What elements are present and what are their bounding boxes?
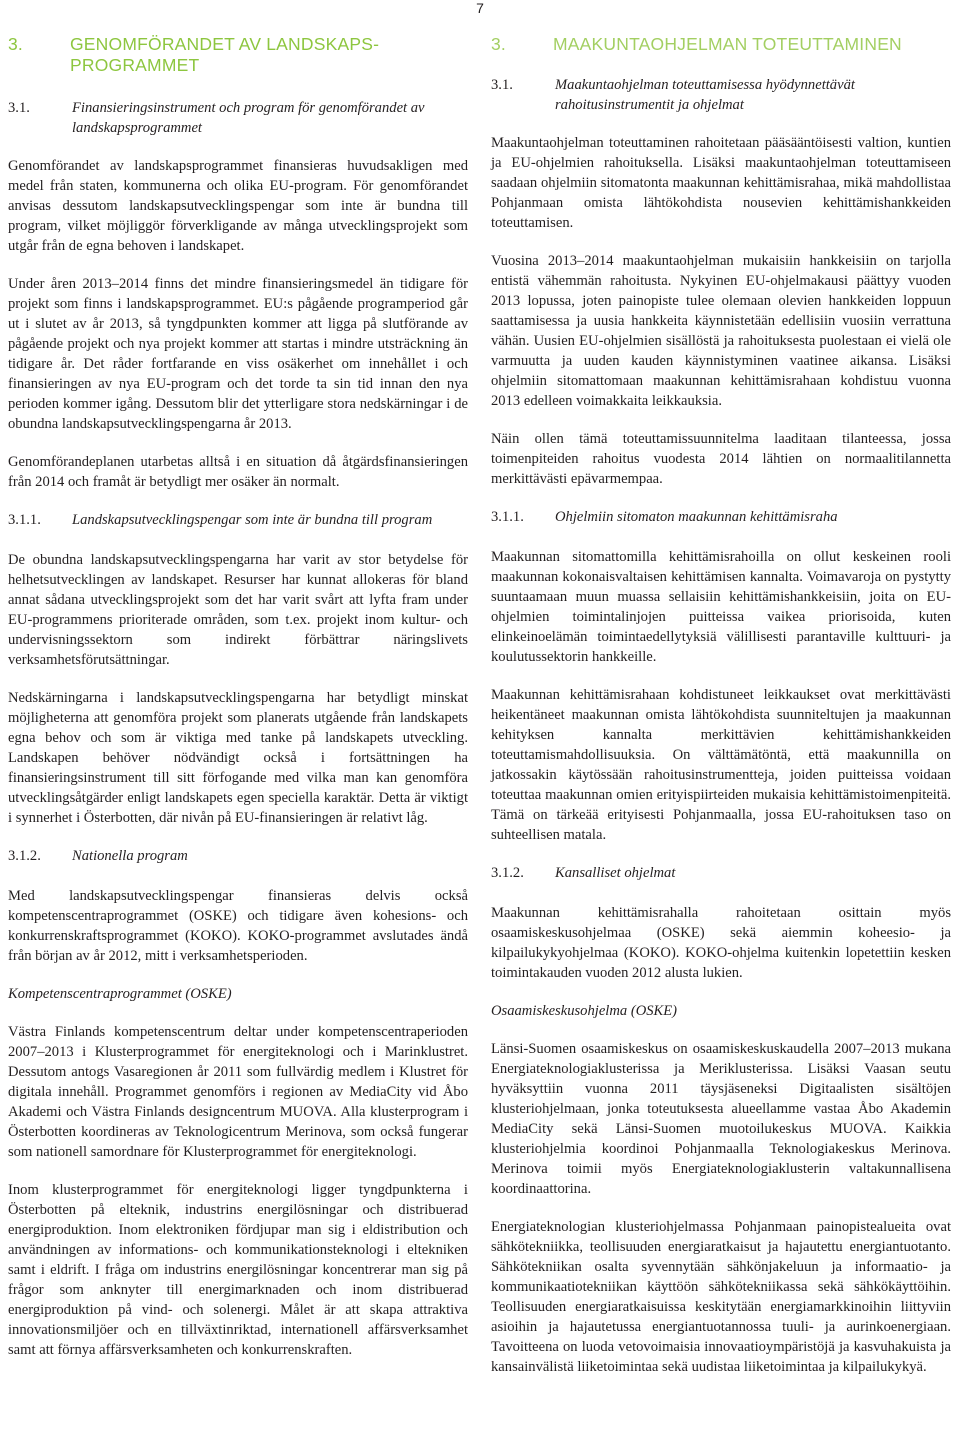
- paragraph: Under åren 2013–2014 finns det mindre finansieringsmedel än tidigare för projekt som finns i landskapsprogrammet. EU:s pågående programperiod går ut i slutet av år 2013, så tyngdpunkten kommer att ligga på slutförande av pågående projekt och nya projekt kommer att startas i mindre utsträckning än tidigare år. Det råder fortfarande en viss osäkerhet om innehållet i och finansieringen av nya EU-program och det torde ta sin tid innan den nya perioden kommer igång. Dessutom blir det ytterligare stora nedskärningar i de obundna landskapsutvecklingspengarna år 2013.: [8, 276, 468, 432]
- finnish-column: [491, 34, 951, 1395]
- section-number: 3.1.: [8, 100, 30, 116]
- program-subheading: Osaamiskeskusohjelma (OSKE): [491, 1003, 678, 1019]
- subsection-heading: [491, 507, 951, 527]
- subsection-heading: [8, 510, 468, 530]
- swedish-column: [8, 34, 468, 1378]
- paragraph: Inom klusterprogrammet för energiteknologi ligger tyngdpunkterna i Österbotten på elteknik, industrins energilösningar och distribuerad energiproduktion. Inom elektroniken fördjupar man sig i eldistribution och användningen av informations- och kommunikationsteknologi i eltekniken samt i eldrift. I fråga om industrins energilösningar koncentrerar man sig på frågor som anknyter till energimarknaden och inom distribuerad energiproduktion på vind- och solenergi. Målet är att skapa attraktiva innovationsmiljöer och en tillväxtinriktad, internationell affärsverksamhet samt att förnya affärsverksamheten och konkurrenskraften.: [8, 1182, 468, 1358]
- subsection-number: 3.1.1.: [491, 509, 524, 525]
- section-heading: [491, 75, 951, 115]
- chapter-number: 3.: [491, 34, 506, 54]
- subsection-number: 3.1.2.: [491, 865, 524, 881]
- paragraph: Energiateknologian klusteriohjelmassa Pohjanmaan painopistealueita ovat sähkötekniikka, teollisuuden energiaratkaisut ja hajautettu energiantuotanto. Sähkötekniikan osalta syvennytään sähkönjakeluun ja informaatio- ja kommunikaatiotekniikan käyttöön sähkötekniikassa sekä sähkökäyttöihin. Teollisuuden energiaratkaisuissa keskitytään energiamarkkinoihin liittyviin asioihin ja hajautetussa energiantuotannossa tuuli- ja aurinkoenergiaan. Tavoitteena on luoda vetovoimaisia innovaatioympäristöjä ja kasvuhakuista ja kansainvälistä liiketoimintaa sekä uudistaa liiketoimintaa ja kilpailukykyä.: [491, 1219, 951, 1375]
- paragraph: Genomförandeplanen utarbetas alltså i en situation då åtgärdsfinansieringen från 2014 och framåt är betydligt mer osäker än normalt.: [8, 454, 468, 490]
- paragraph: Vuosina 2013–2014 maakuntaohjelman mukaisiin hankkeisiin on tarjolla entistä vähemmän rahoitusta. Nykyinen EU-ohjelmakausi päättyy vuoden 2013 lopussa, joten painopiste tulee olemaan olevien hankkeiden loppuun saattamisessa ja uusia hankkeita käynnistetään edellisiin vuosiin verrattuna vähän. Uusien EU-ohjelmien sisällöstä ja rahoituksesta puolestaan ei vielä ole varmuutta ja uuden kauden käynnistyminen vaatinee aikansa. Lisäksi ohjelmiin sitomattomaan maakunnan kehittämisrahaan kohdistuu vuonna 2013 edelleen voimakkaita leikkauksia.: [491, 253, 951, 409]
- paragraph: Näin ollen tämä toteuttamissuunnitelma laaditaan tilanteessa, jossa toimenpiteiden rahoitus vuodesta 2014 lähtien on normaalitilannetta merkittävästi epävarmempaa.: [491, 431, 951, 487]
- chapter-heading: [8, 34, 468, 76]
- page-number: 7: [476, 0, 484, 16]
- chapter-title: MAAKUNTAOHJELMAN TOTEUTTAMINEN: [553, 34, 902, 54]
- section-heading: [8, 98, 468, 138]
- chapter-number: 3.: [8, 34, 23, 54]
- paragraph: Maakunnan sitomattomilla kehittämisrahoilla on ollut keskeinen rooli maakunnan kokonaisvaltaisen kehittämisen kannalta. Voimavaroja on pystytty suuntaamaan muun muassa sellaisiin kehittämishankkeisiin, joita on EU-ohjelmien toimintalinjojen puitteissa vaikea priorisoida, kuten elinkeinoelämän toimintaedellytyksiä välillisesti parantaville kulttuuri- ja koulutussektorin hankkeille.: [491, 549, 951, 665]
- subsection-title: Ohjelmiin sitomaton maakunnan kehittämisraha: [555, 509, 838, 525]
- paragraph: Maakunnan kehittämisrahalla rahoitetaan osittain myös osaamiskeskusohjelmaa (OSKE) sekä aiemmin koheesio- ja kilpailukykyohjelmaa (KOKO). KOKO-ohjelma kuitenkin lopetettiin kesken toimintakauden vuoden 2012 alusta lukien.: [491, 905, 951, 981]
- subsection-number: 3.1.2.: [8, 848, 41, 864]
- paragraph: De obundna landskapsutvecklingspengarna har varit av stor betydelse för helhetsutvecklingen av landskapet. Resurser har kunnat allokeras för bland annat sådana utvecklingsprojekt som det har varit svårt att lyfta fram under EU-programmens prioriterade områden, som t.ex. projekt inom kultur- och undervisningssektorn som indirekt förbättrar näringslivets verksamhetsförutsättningar.: [8, 552, 468, 668]
- subsection-heading: [8, 846, 468, 866]
- subsection-title: Landskapsutvecklingspengar som inte är bundna till program: [72, 512, 433, 528]
- subsection-title: Nationella program: [72, 848, 188, 864]
- paragraph: Med landskapsutvecklingspengar finansieras delvis också kompetenscentraprogrammet (OSKE) och tidigare även kohesions- och konkurrenskraftsprogrammet (KOKO). KOKO-programmet avslutades ändå från början av år 2012, mitt i verksamhetsperioden.: [8, 888, 468, 964]
- subsection-title: Kansalliset ohjelmat: [555, 865, 676, 881]
- subsection-number: 3.1.1.: [8, 512, 41, 528]
- paragraph: Länsi-Suomen osaamiskeskus on osaamiskeskuskaudella 2007–2013 mukana Energiateknologiaklusterissa ja Meriklusterissa. Lisäksi Vaasan seutu hyväksyttiin vuonna 2011 täysjäseneksi Digitaalisten sisältöjen klusteriohjelmaan, jonka toteutuksesta alueellamme vastaa Åbo Akademin MediaCity sekä Länsi-Suomen muotoilukeskus MUOVA. Kaikkia klusteriohjelmia koordinoi Pohjanmaalla Teknologiakeskus Merinova. Merinova toimii myös Energiateknologiaklusterin valtakunnallisena koordinaattorina.: [491, 1041, 951, 1197]
- chapter-heading: [491, 34, 951, 55]
- paragraph: Maakunnan kehittämisrahaan kohdistuneet leikkaukset ovat merkittävästi heikentäneet maakunnan omista lähtökohdista suunniteltujen ja maakunnan kehityksen kannalta merkittävien kehittämishankkeiden toteuttamismahdollisuuksia. On välttämätöntä, että maakunnilla on jatkossakin käytössään rahoitusinstrumentteja, joiden puitteissa voidaan toteuttaa maakunnan omien erityispiirteiden mukaisia kehittämistoimenpiteitä. Tämä on tärkeää erityisesti Pohjanmaalla, jossa EU-rahoituksen taso on suhteellisen matala.: [491, 687, 951, 843]
- chapter-title: GENOMFÖRANDET AV LANDSKAPS-PROGRAMMET: [70, 34, 380, 75]
- paragraph: Nedskärningarna i landskapsutvecklingspengarna har betydligt minskat möjligheterna att genomföra projekt som planerats utgående från landskapets egna behov och som är viktiga med tanke på landskapets utveckling. Landskapen behöver nödvändigt också i fortsättningen ha finansieringsinstrument till sitt förfogande med vilka man kan genomföra utvecklingsåtgärder enligt landskapets egen speciella karaktär. Detta är viktigt i synnerhet i Österbotten, där nivån på EU-finansieringen är relativt låg.: [8, 690, 468, 826]
- paragraph: Genomförandet av landskapsprogrammet finansieras huvudsakligen med medel från staten, kommunerna och olika EU-program. För genomförandet anvisas dessutom landskapsutvecklingspengar som inte är bundna till program, vilket möjliggör förverkligande av många utvecklingsprojekt som utgår från de egna behoven i landskapet.: [8, 158, 468, 254]
- paragraph: Maakuntaohjelman toteuttaminen rahoitetaan pääsääntöisesti valtion, kuntien ja EU-ohjelmien rahoituksella. Lisäksi maakuntaohjelman toteuttamiseen saadaan ohjelmiin sitomatonta maakunnan kehittämisrahaa, mikä mahdollistaa Pohjanmaan omista lähtökohdista nousevien kehittämishankkeiden toteuttamisen.: [491, 135, 951, 231]
- section-number: 3.1.: [491, 77, 513, 93]
- subsection-heading: [491, 863, 951, 883]
- program-subheading: Kompetenscentraprogrammet (OSKE): [8, 986, 232, 1002]
- section-title: Finansieringsinstrument och program för genomförandet av landskapsprogrammet: [72, 100, 425, 136]
- section-title: Maakuntaohjelman toteuttamisessa hyödynnettävät rahoitusinstrumentit ja ohjelmat: [555, 77, 855, 113]
- paragraph: Västra Finlands kompetenscentrum deltar under kompetenscentraperioden 2007–2013 i Klusterprogrammet för energiteknologi och i Marinklustret. Dessutom antogs Vasaregionen år 2011 som fullvärdig medlem i Klustret för digitala innehåll. Programmet genomförs i regionen av MediaCity vid Åbo Akademi och Västra Finlands designcentrum MUOVA. Alla klusterprogram i Österbotten koordineras av Teknologicentrum Merinova, som också fungerar som nationell samordnare för Klusterprogrammet för energiteknologi.: [8, 1024, 468, 1160]
